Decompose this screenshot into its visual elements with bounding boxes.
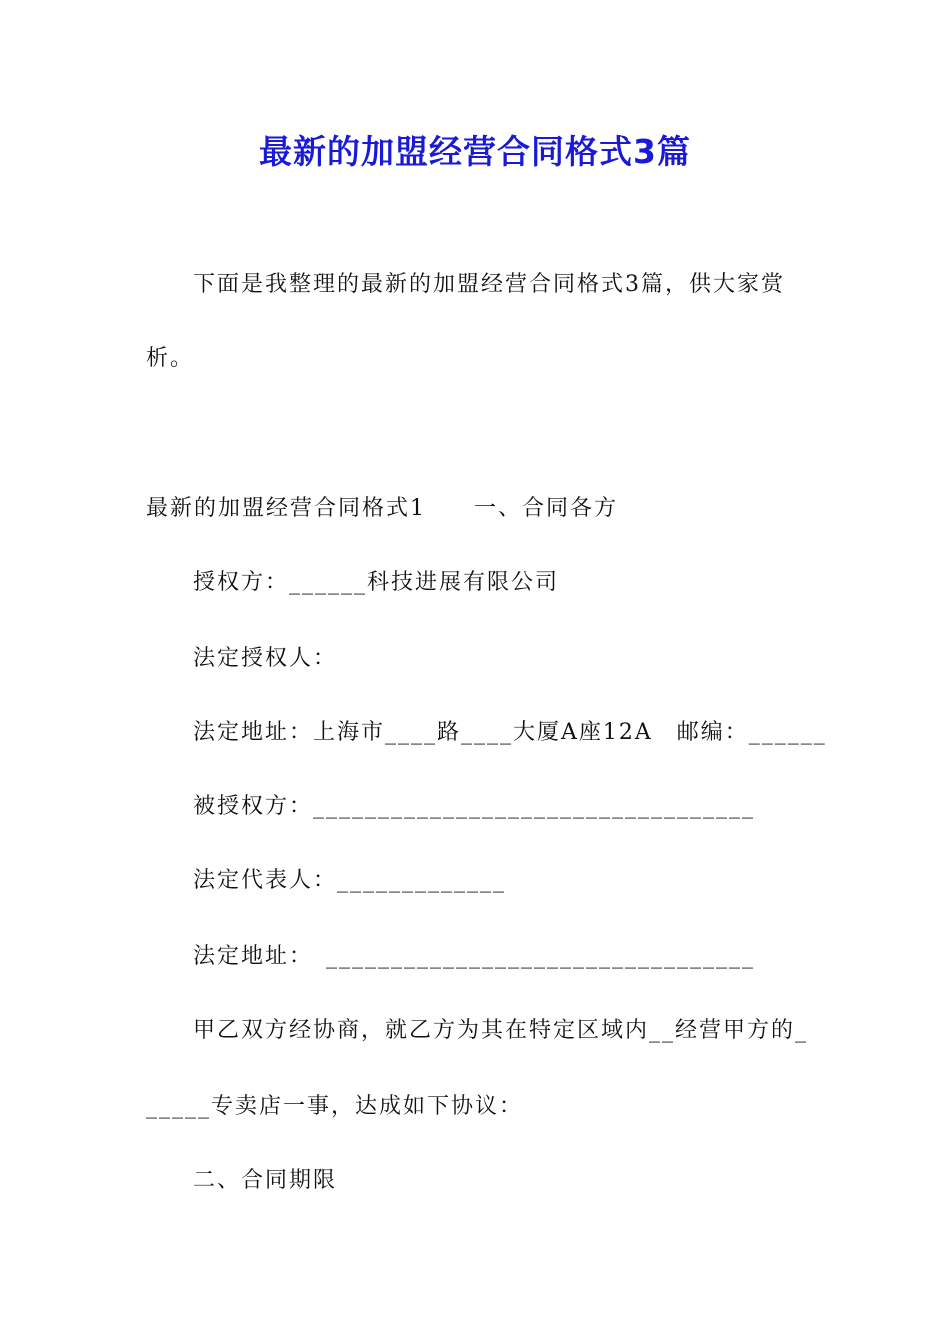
licensee-line: 被授权方：__________________________________ [193, 794, 756, 819]
licensor-line: 授权方：______科技进展有限公司 [193, 570, 560, 595]
agreement-paragraph-line-2: _____专卖店一事，达成如下协议： [146, 1094, 524, 1119]
agreement-paragraph-line-1: 甲乙双方经协商，就乙方为其在特定区域内__经营甲方的_ [193, 1018, 809, 1043]
intro-paragraph-line-2: 析。 [146, 346, 195, 371]
section-two-heading: 二、合同期限 [193, 1168, 338, 1193]
licensee-address-line: 法定地址： _________________________________ [193, 944, 756, 969]
licensor-address-line: 法定地址：上海市____路____大厦A座12A 邮编：______ [193, 720, 827, 745]
section-heading: 最新的加盟经营合同格式1 一、合同各方 [146, 496, 618, 521]
intro-paragraph-line-1: 下面是我整理的最新的加盟经营合同格式3篇，供大家赏 [193, 272, 785, 297]
document-title: 最新的加盟经营合同格式3篇 [259, 132, 691, 171]
licensee-representative-line: 法定代表人：_____________ [193, 868, 507, 893]
licensor-legal-person-line: 法定授权人： [193, 646, 338, 671]
